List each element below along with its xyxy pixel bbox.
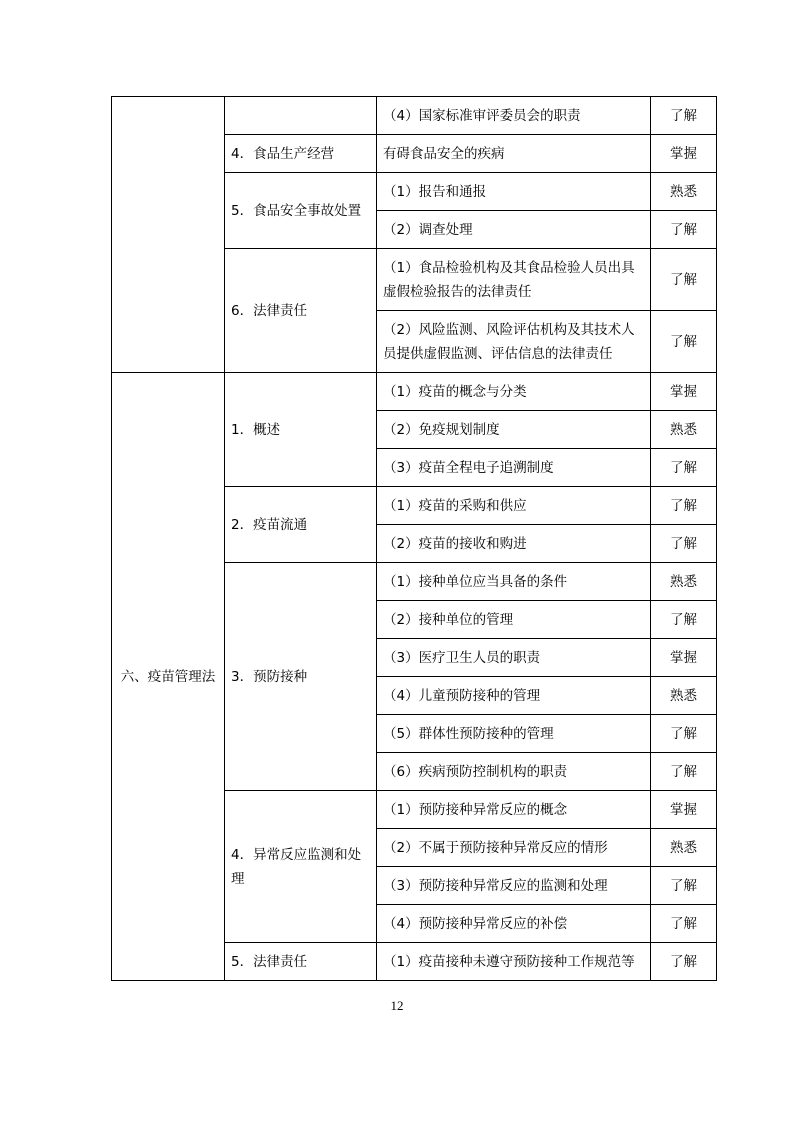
item-text: （4）预防接种异常反应的补偿 (377, 905, 651, 943)
table-row (112, 373, 717, 411)
table-row (112, 97, 717, 135)
section-cell-continued (225, 97, 377, 135)
item-text: （1）疫苗的采购和供应 (377, 487, 651, 525)
item-text: （1）预防接种异常反应的概念 (377, 791, 651, 829)
item-text: （1）报告和通报 (377, 173, 651, 211)
item-text: （2）风险监测、风险评估机构及其技术人员提供虚假监测、评估信息的法律责任 (377, 311, 651, 373)
item-text: （3）医疗卫生人员的职责 (377, 639, 651, 677)
item-text: （6）疾病预防控制机构的职责 (377, 753, 651, 791)
item-level: 了解 (651, 753, 717, 791)
item-text: （3）疫苗全程电子追溯制度 (377, 449, 651, 487)
item-text: （1）疫苗接种未遵守预防接种工作规范等 (377, 943, 651, 981)
item-level: 了解 (651, 211, 717, 249)
item-text: （4）国家标准审评委员会的职责 (377, 97, 651, 135)
item-level: 熟悉 (651, 173, 717, 211)
item-level: 熟悉 (651, 563, 717, 601)
item-level: 掌握 (651, 373, 717, 411)
section-title: 1．概述 (225, 373, 377, 487)
item-level: 了解 (651, 97, 717, 135)
section-title: 3．预防接种 (225, 563, 377, 791)
item-level: 了解 (651, 525, 717, 563)
item-level: 了解 (651, 249, 717, 311)
item-level: 熟悉 (651, 411, 717, 449)
item-level: 了解 (651, 487, 717, 525)
item-text: （3）预防接种异常反应的监测和处理 (377, 867, 651, 905)
chapter-cell-continued (112, 97, 225, 373)
section-title: 4．食品生产经营 (225, 135, 377, 173)
item-level: 了解 (651, 311, 717, 373)
section-title: 5．法律责任 (225, 943, 377, 981)
section-title: 4．异常反应监测和处理 (225, 791, 377, 943)
syllabus-table (111, 96, 717, 981)
item-level: 熟悉 (651, 677, 717, 715)
chapter-title: 六、疫苗管理法 (112, 373, 225, 981)
item-level: 了解 (651, 449, 717, 487)
item-text: （2）疫苗的接收和购进 (377, 525, 651, 563)
item-text: （4）儿童预防接种的管理 (377, 677, 651, 715)
item-level: 了解 (651, 715, 717, 753)
item-text: （2）免疫规划制度 (377, 411, 651, 449)
item-text: （1）疫苗的概念与分类 (377, 373, 651, 411)
item-level: 掌握 (651, 791, 717, 829)
item-level: 掌握 (651, 639, 717, 677)
item-text: （5）群体性预防接种的管理 (377, 715, 651, 753)
item-level: 掌握 (651, 135, 717, 173)
item-text: （2）调查处理 (377, 211, 651, 249)
item-level: 了解 (651, 905, 717, 943)
section-title: 5．食品安全事故处置 (225, 173, 377, 249)
item-level: 了解 (651, 601, 717, 639)
section-title: 6．法律责任 (225, 249, 377, 373)
item-text: 有碍食品安全的疾病 (377, 135, 651, 173)
item-text: （1）食品检验机构及其食品检验人员出具虚假检验报告的法律责任 (377, 249, 651, 311)
item-level: 熟悉 (651, 829, 717, 867)
page-number: 12 (390, 998, 404, 1013)
section-title: 2．疫苗流通 (225, 487, 377, 563)
item-text: （2）接种单位的管理 (377, 601, 651, 639)
item-text: （1）接种单位应当具备的条件 (377, 563, 651, 601)
item-text: （2）不属于预防接种异常反应的情形 (377, 829, 651, 867)
item-level: 了解 (651, 943, 717, 981)
item-level: 了解 (651, 867, 717, 905)
